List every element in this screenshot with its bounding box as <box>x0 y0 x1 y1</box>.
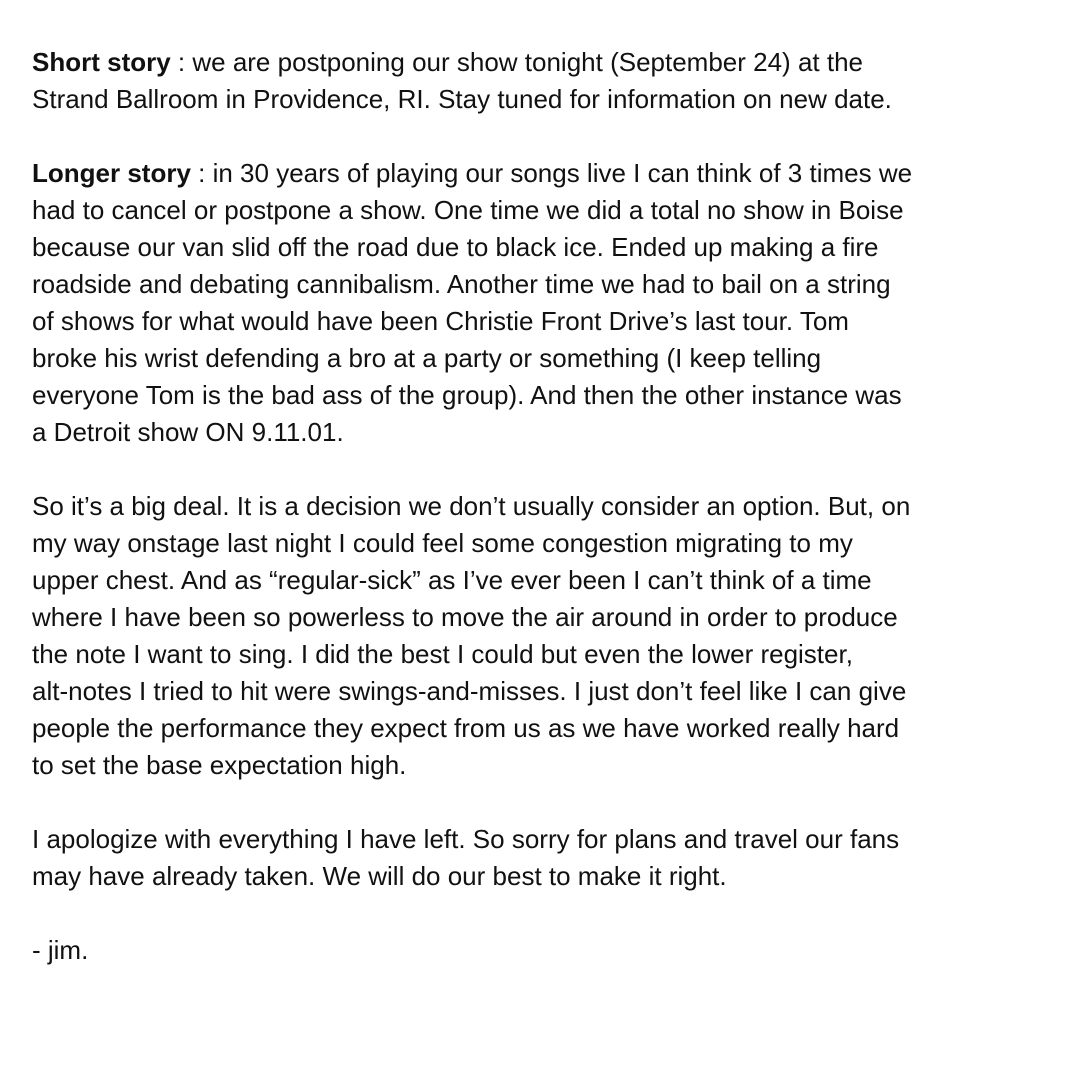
big-deal-line-2: my way onstage last night I could feel some congestion migrating to my <box>32 528 853 558</box>
big-deal-line-5: the note I want to sing. I did the best I could but even the lower register, <box>32 639 853 669</box>
big-deal-line-6: alt-notes I tried to hit were swings-and-misses. I just don’t feel like I can give <box>32 676 907 706</box>
signature-paragraph <box>32 932 1048 969</box>
longer-story-line-1 <box>32 155 1048 192</box>
longer-story-label: Longer story <box>32 158 191 188</box>
longer-story-text: : in 30 years of playing our songs live I can think of 3 times we <box>190 158 913 188</box>
apology-line-1: I apologize with everything I have left. So sorry for plans and travel our fans <box>32 824 900 854</box>
apology-paragraph <box>32 821 1048 895</box>
longer-story-line-5: of shows for what would have been Christie Front Drive’s last tour. Tom <box>32 306 849 336</box>
longer-story-line-4: roadside and debating cannibalism. Another time we had to bail on a string <box>32 269 891 299</box>
longer-story-paragraph <box>32 155 1048 451</box>
short-story-paragraph <box>32 44 1048 118</box>
longer-story-line-7: everyone Tom is the bad ass of the group). And then the other instance was <box>32 380 902 410</box>
longer-story-line-2: had to cancel or postpone a show. One time we did a total no show in Boise <box>32 195 904 225</box>
big-deal-line-8: to set the base expectation high. <box>32 750 407 780</box>
big-deal-paragraph <box>32 488 1048 784</box>
statement-text <box>32 44 1048 1006</box>
longer-story-line-6: broke his wrist defending a bro at a party or something (I keep telling <box>32 343 822 373</box>
big-deal-line-1: So it’s a big deal. It is a decision we don’t usually consider an option. But, on <box>32 491 911 521</box>
short-story-line-1 <box>32 44 1048 81</box>
longer-story-line-8: a Detroit show ON 9.11.01. <box>32 417 344 447</box>
short-story-text: : we are postponing our show tonight (September 24) at the <box>170 47 863 77</box>
short-story-label: Short story <box>32 47 171 77</box>
big-deal-line-3: upper chest. And as “regular-sick” as I’ve ever been I can’t think of a time <box>32 565 872 595</box>
big-deal-line-7: people the performance they expect from us as we have worked really hard <box>32 713 900 743</box>
big-deal-line-4: where I have been so powerless to move the air around in order to produce <box>32 602 898 632</box>
signature: - jim. <box>32 935 89 965</box>
longer-story-line-3: because our van slid off the road due to black ice. Ended up making a fire <box>32 232 879 262</box>
apology-line-2: may have already taken. We will do our best to make it right. <box>32 861 727 891</box>
short-story-line-2: Strand Ballroom in Providence, RI. Stay tuned for information on new date. <box>32 84 892 114</box>
